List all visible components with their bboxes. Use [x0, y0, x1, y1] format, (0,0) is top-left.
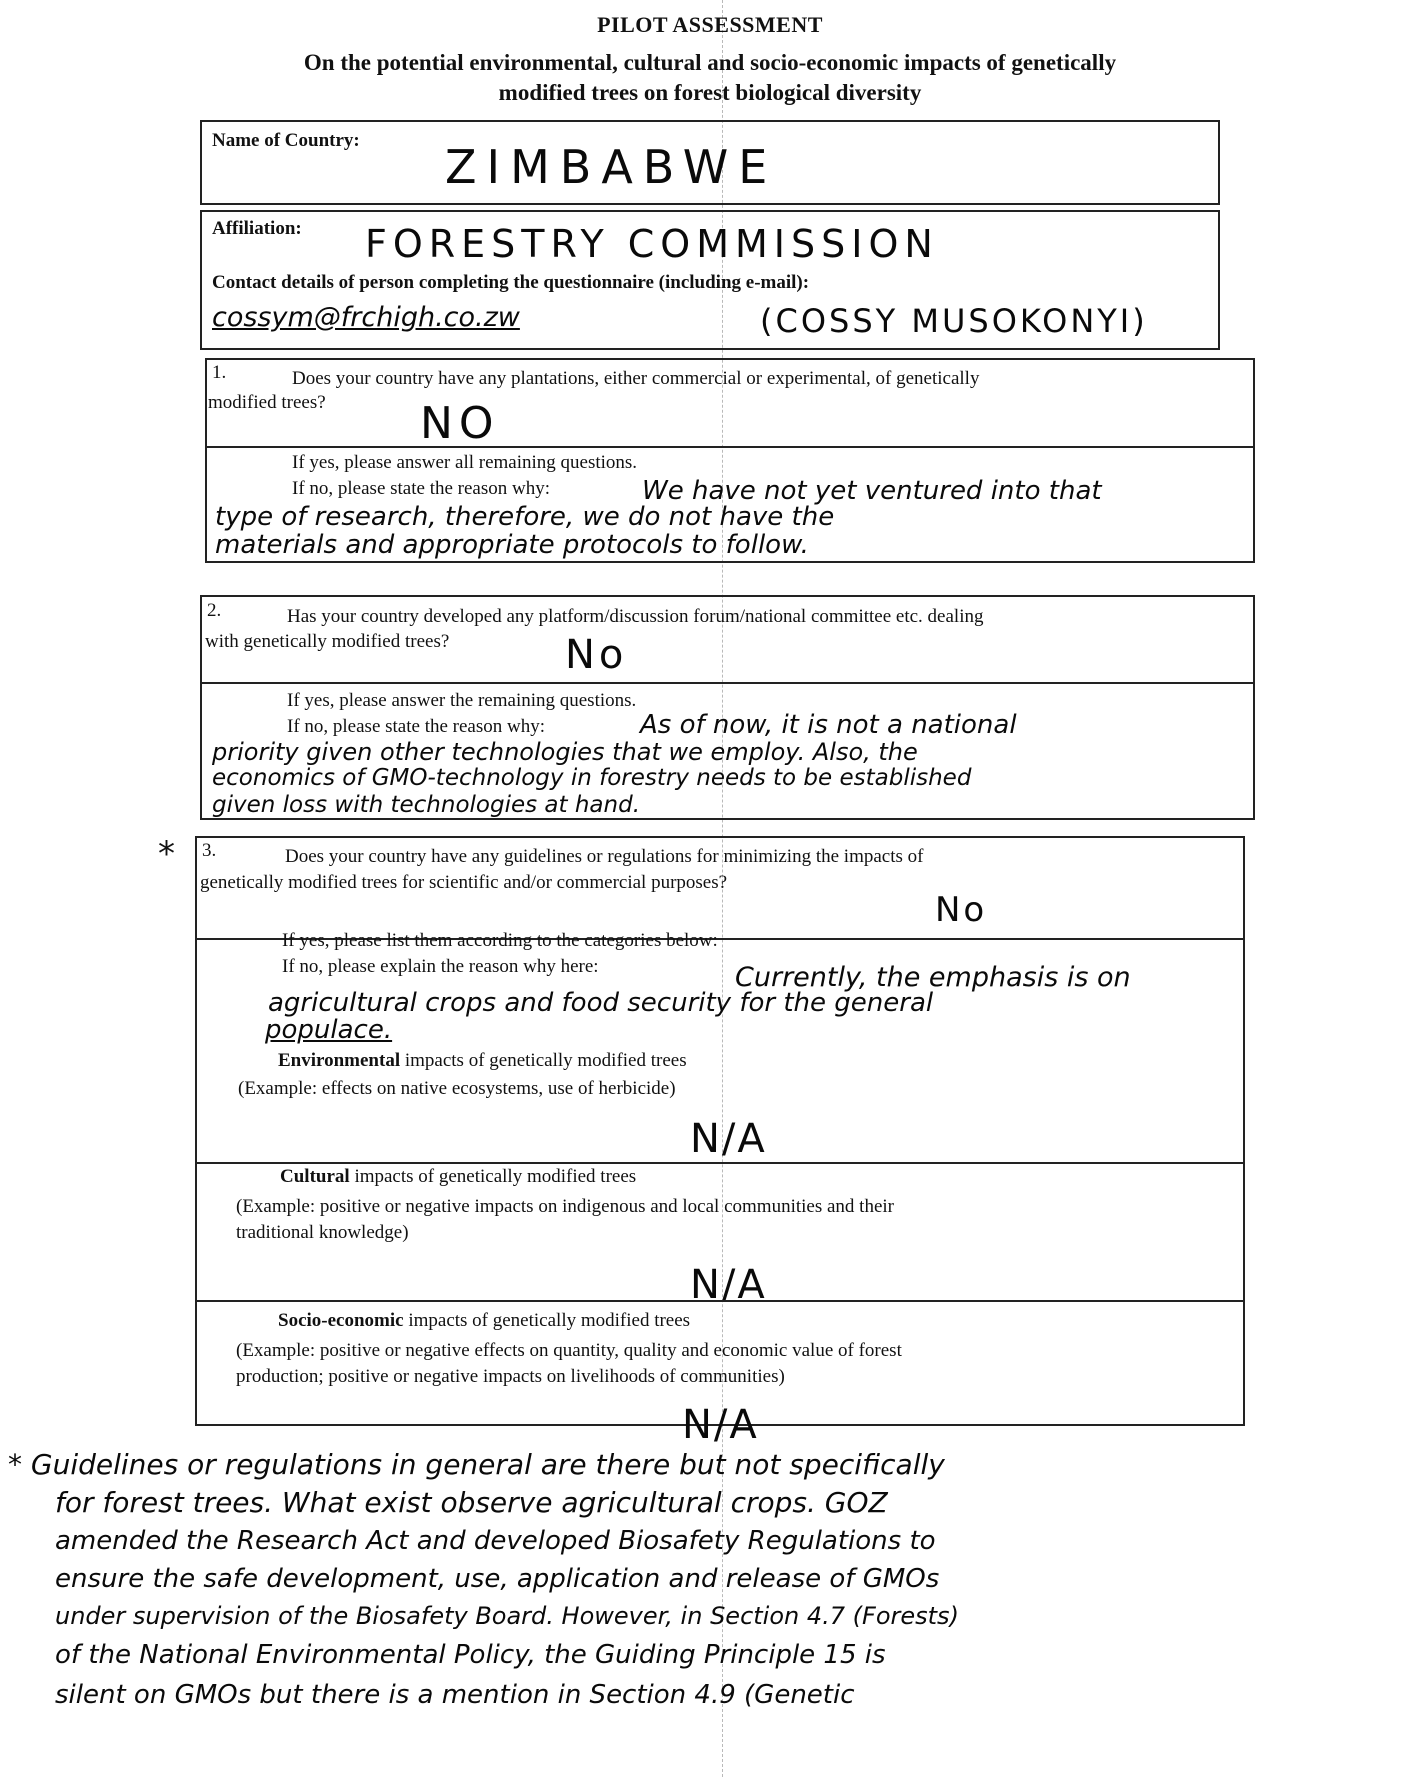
q3-text-line-1: Does your country have any guidelines or regulations for minimizing the impacts of: [285, 846, 924, 867]
socio-economic-heading-rest: impacts of genetically modified trees: [408, 1310, 691, 1331]
socio-economic-example-line-2: production; positive or negative impacts on livelihoods of communities): [236, 1366, 785, 1387]
page-subtitle-line-1: On the potential environmental, cultural and socio-economic impacts of genetically: [303, 50, 1117, 75]
q2-if-yes: If yes, please answer the remaining questions.: [287, 690, 637, 711]
q3-number: 3.: [202, 840, 217, 861]
q2-text-line-1: Has your country developed any platform/discussion forum/national committee etc. dealing: [287, 606, 984, 627]
environmental-heading-rest: impacts of genetically modified trees: [404, 1050, 687, 1071]
q1-reason-line-1: We have not yet ventured into that: [642, 476, 1102, 506]
footnote-line-4: ensure the safe development, use, application and release of GMOs: [55, 1564, 940, 1594]
environmental-heading-bold: Environmental: [278, 1050, 401, 1071]
footnote-line-6: of the National Environmental Policy, the Guiding Principle 15 is: [55, 1640, 886, 1670]
socio-economic-handwritten-answer: N/A: [682, 1402, 759, 1448]
q1-divider: [205, 446, 1255, 448]
contact-email: cossym@frchigh.co.zw: [212, 302, 520, 333]
q3-reason-line-3: populace.: [265, 1015, 393, 1045]
q1-reason-line-3: materials and appropriate protocols to follow.: [215, 530, 809, 560]
footnote-line-3: amended the Research Act and developed Biosafety Regulations to: [55, 1526, 936, 1556]
q1-number: 1.: [212, 362, 227, 383]
socio-economic-heading: [278, 1310, 690, 1332]
environmental-handwritten-answer: N/A: [690, 1116, 767, 1162]
country-label: Name of Country:: [212, 130, 360, 151]
contact-name: (COSSY MUSOKONYI): [760, 302, 1148, 340]
cultural-example-line-2: traditional knowledge): [236, 1222, 409, 1243]
cultural-heading-rest: impacts of genetically modified trees: [354, 1166, 637, 1187]
q2-reason-line-4: given loss with technologies at hand.: [212, 792, 641, 818]
q2-if-no: If no, please state the reason why:: [287, 716, 545, 737]
footnote-line-2: for forest trees. What exist observe agricultural crops. GOZ: [55, 1486, 888, 1519]
q3-if-no: If no, please explain the reason why here:: [282, 956, 599, 977]
footnote-line-7: silent on GMOs but there is a mention in Section 4.9 (Genetic: [55, 1680, 855, 1710]
country-handwritten-value: ZIMBABWE: [445, 140, 778, 194]
footnote-line-5: under supervision of the Biosafety Board. However, in Section 4.7 (Forests): [55, 1602, 959, 1630]
cultural-heading-bold: Cultural: [280, 1166, 350, 1187]
q3-asterisk-marker: *: [158, 834, 175, 874]
q2-handwritten-answer: No: [565, 632, 628, 678]
q3-reason-line-1: Currently, the emphasis is on: [735, 962, 1131, 993]
q2-number: 2.: [207, 600, 222, 621]
q3-handwritten-answer: No: [935, 890, 988, 930]
page-subtitle-line-2: modified trees on forest biological diversity: [498, 80, 922, 105]
socio-economic-heading-bold: Socio-economic: [278, 1310, 404, 1331]
q1-reason-line-2: type of research, therefore, we do not have the: [215, 502, 835, 532]
cultural-example-line-1: (Example: positive or negative impacts on indigenous and local communities and their: [236, 1196, 894, 1217]
environmental-divider: [195, 1162, 1245, 1164]
q3-reason-line-2: agricultural crops and food security for the general: [268, 988, 934, 1018]
q2-reason-line-3: economics of GMO-technology in forestry needs to be established: [212, 765, 972, 791]
q3-text-line-2: genetically modified trees for scientific and/or commercial purposes?: [200, 872, 728, 893]
footnote-line-1: * Guidelines or regulations in general are there but not specifically: [8, 1448, 945, 1481]
environmental-example: (Example: effects on native ecosystems, use of herbicide): [238, 1078, 676, 1099]
q1-handwritten-answer: NO: [420, 398, 500, 449]
page-title: PILOT ASSESSMENT: [597, 12, 823, 37]
q1-if-yes: If yes, please answer all remaining questions.: [292, 452, 638, 473]
q2-text-line-2: with genetically modified trees?: [205, 631, 450, 652]
q2-reason-line-2: priority given other technologies that we employ. Also, the: [212, 738, 918, 766]
q1-if-no: If no, please state the reason why:: [292, 478, 550, 499]
q2-reason-line-1: As of now, it is not a national: [640, 710, 1017, 740]
socio-economic-example-line-1: (Example: positive or negative effects on quantity, quality and economic value of forest: [236, 1340, 902, 1361]
cultural-heading: [280, 1166, 636, 1188]
environmental-heading: [278, 1050, 687, 1072]
cultural-divider: [195, 1300, 1245, 1302]
contact-details-label: Contact details of person completing the questionnaire (including e-mail):: [212, 272, 810, 293]
q1-text-line-1: Does your country have any plantations, either commercial or experimental, of genetically: [292, 368, 980, 389]
q3-if-yes: If yes, please list them according to the categories below:: [282, 930, 718, 951]
q2-divider: [200, 682, 1255, 684]
affiliation-handwritten-value: FORESTRY COMMISSION: [365, 222, 939, 266]
q1-text-line-2: modified trees?: [208, 392, 326, 413]
affiliation-label: Affiliation:: [212, 218, 302, 239]
cultural-handwritten-answer: N/A: [690, 1262, 767, 1308]
